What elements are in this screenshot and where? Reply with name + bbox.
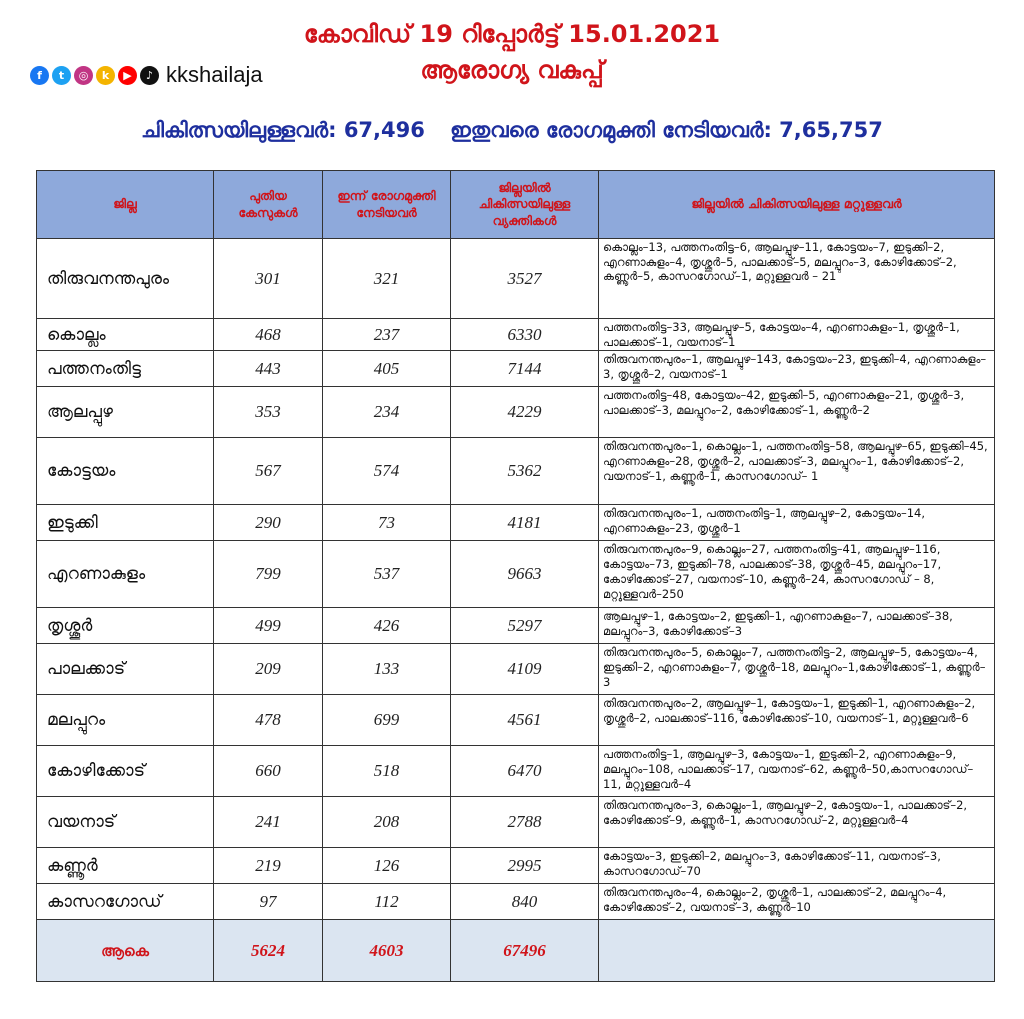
active-cell: 2788 xyxy=(451,797,599,848)
table-row xyxy=(37,239,995,319)
others-cell: തിരുവനന്തപുരം–1, ആലപ്പുഴ–143, കോട്ടയം–23, ഇടുക്കി–4, എറണാകുളം–3, തൃശ്ശൂർ–2, വയനാട്–1 xyxy=(599,351,995,387)
new-cases-cell: 799 xyxy=(214,541,323,608)
recovered-cell: 112 xyxy=(323,884,451,920)
table-row xyxy=(37,608,995,644)
table-row xyxy=(37,505,995,541)
others-cell: പത്തനംതിട്ട–33, ആലപ്പുഴ–5, കോട്ടയം–4, എറണാകുളം–1, തൃശ്ശൂർ–1, പാലക്കാട്–1, വയനാട്–1 xyxy=(599,319,995,351)
district-name: കാസറഗോഡ് xyxy=(37,884,214,920)
new-cases-cell: 468 xyxy=(214,319,323,351)
recovered-cell: 518 xyxy=(323,746,451,797)
active-cell: 840 xyxy=(451,884,599,920)
active-cell: 7144 xyxy=(451,351,599,387)
district-name: തൃശ്ശൂർ xyxy=(37,608,214,644)
report-title: കോവിഡ് 19 റിപ്പോർട്ട് 15.01.2021 xyxy=(303,20,721,48)
table-row xyxy=(37,351,995,387)
total-new-cases: 5624 xyxy=(214,920,323,982)
active-cell: 5297 xyxy=(451,608,599,644)
table-row xyxy=(37,848,995,884)
district-name: മലപ്പുറം xyxy=(37,695,214,746)
new-cases-cell: 209 xyxy=(214,644,323,695)
active-cell: 3527 xyxy=(451,239,599,319)
new-cases-cell: 478 xyxy=(214,695,323,746)
new-cases-cell: 443 xyxy=(214,351,323,387)
others-cell: കോട്ടയം–3, ഇടുക്കി–2, മലപ്പുറം–3, കോഴിക്കോട്–11, വയനാട്–3, കാസറഗോഡ്–70 xyxy=(599,848,995,884)
new-cases-cell: 499 xyxy=(214,608,323,644)
district-name: പാലക്കാട് xyxy=(37,644,214,695)
active-cell: 2995 xyxy=(451,848,599,884)
department-subtitle: ആരോഗ്യ വകുപ്പ് xyxy=(420,56,604,84)
facebook-icon[interactable]: f xyxy=(30,66,49,85)
district-name: തിരുവനന്തപുരം xyxy=(37,239,214,319)
table-row xyxy=(37,797,995,848)
new-cases-cell: 290 xyxy=(214,505,323,541)
others-cell: തിരുവനന്തപുരം–1, കൊല്ലം–1, പത്തനംതിട്ട–58, ആലപ്പുഴ–65, ഇടുക്കി–45, എറണാകുളം–28, തൃശ്ശൂർ–2, പാലക്കാട്–3, മലപ്പുറം–1, കോഴിക്കോട്–2, വയനാട്–1, കണ്ണൂർ–1, കാസറഗോഡ്– 1 xyxy=(599,438,995,505)
instagram-icon[interactable]: ◎ xyxy=(74,66,93,85)
district-name: കോട്ടയം xyxy=(37,438,214,505)
summary-line xyxy=(0,118,1024,143)
new-cases-cell: 660 xyxy=(214,746,323,797)
others-cell: ആലപ്പുഴ–1, കോട്ടയം–2, ഇടുക്കി–1, എറണാകുളം–7, പാലക്കാട്–38, മലപ്പുറം–3, കോഴിക്കോട്–3 xyxy=(599,608,995,644)
others-cell: തിരുവനന്തപുരം–2, ആലപ്പുഴ–1, കോട്ടയം–1, ഇടുക്കി–1, എറണാകുളം–2, തൃശ്ശൂർ–2, പാലക്കാട്–116, കോഴിക്കോട്–10, വയനാട്–1, മറ്റുള്ളവർ–6 xyxy=(599,695,995,746)
table-row xyxy=(37,438,995,505)
district-name: ആലപ്പുഴ xyxy=(37,387,214,438)
header-others: ജില്ലയിൽ ചികിത്സയിലുള്ള മറ്റുള്ളവർ xyxy=(599,171,995,239)
district-name: പത്തനംതിട്ട xyxy=(37,351,214,387)
recovered-cell: 208 xyxy=(323,797,451,848)
recovered-cell: 234 xyxy=(323,387,451,438)
table-row xyxy=(37,541,995,608)
active-cell: 4109 xyxy=(451,644,599,695)
recovered-cell: 73 xyxy=(323,505,451,541)
recovered-cell: 574 xyxy=(323,438,451,505)
recovered-cell: 133 xyxy=(323,644,451,695)
district-name: കൊല്ലം xyxy=(37,319,214,351)
recovered-cell: 321 xyxy=(323,239,451,319)
district-table xyxy=(36,170,995,982)
recovered-cell: 405 xyxy=(323,351,451,387)
recovered-cell: 237 xyxy=(323,319,451,351)
table-row xyxy=(37,884,995,920)
table-row xyxy=(37,695,995,746)
recovered-summary: ഇതുവരെ രോഗമുക്തി നേടിയവർ: 7,65,757 xyxy=(450,118,883,142)
total-recovered: 4603 xyxy=(323,920,451,982)
others-cell: തിരുവനന്തപുരം–3, കൊല്ലം–1, ആലപ്പുഴ–2, കോട്ടയം–1, പാലക്കാട്–2, കോഴിക്കോട്–9, കണ്ണൂർ–1, കാസറഗോഡ്–2, മറ്റുള്ളവർ–4 xyxy=(599,797,995,848)
active-cell: 4181 xyxy=(451,505,599,541)
others-cell: തിരുവനന്തപുരം–4, കൊല്ലം–2, തൃശ്ശൂർ–1, പാലക്കാട്–2, മലപ്പുറം–4, കോഴിക്കോട്–2, വയനാട്–3, കണ്ണൂർ–10 xyxy=(599,884,995,920)
new-cases-cell: 301 xyxy=(214,239,323,319)
new-cases-cell: 353 xyxy=(214,387,323,438)
district-name: കണ്ണൂർ xyxy=(37,848,214,884)
header-recovered: ഇന്ന് രോഗമുക്തി നേടിയവർ xyxy=(323,171,451,239)
new-cases-cell: 241 xyxy=(214,797,323,848)
district-name: ഇടുക്കി xyxy=(37,505,214,541)
active-cell: 4561 xyxy=(451,695,599,746)
recovered-cell: 537 xyxy=(323,541,451,608)
district-name: എറണാകുളം xyxy=(37,541,214,608)
header-district: ജില്ല xyxy=(37,171,214,239)
social-handle: kkshailaja xyxy=(166,62,263,87)
table-row xyxy=(37,644,995,695)
header-new-cases: പുതിയ കേസുകൾ xyxy=(214,171,323,239)
recovered-cell: 699 xyxy=(323,695,451,746)
others-cell: കൊല്ലം–13, പത്തനംതിട്ട–6, ആലപ്പുഴ–11, കോട്ടയം–7, ഇടുക്കി–2, എറണാകുളം–4, തൃശ്ശൂർ–5, പാലക്കാട്–5, മലപ്പുറം–3, കോഴിക്കോട്–2, കണ്ണൂർ–5, കാസറഗോഡ്–1, മറ്റുള്ളവർ – 21 xyxy=(599,239,995,319)
total-others xyxy=(599,920,995,982)
total-active: 67496 xyxy=(451,920,599,982)
others-cell: തിരുവനന്തപുരം–5, കൊല്ലം–7, പത്തനംതിട്ട–2, ആലപ്പുഴ–5, കോട്ടയം–4, ഇടുക്കി–2, എറണാകുളം–7, തൃശ്ശൂർ–18, മലപ്പുറം–1,കോഴിക്കോട്–1, കണ്ണൂർ–3 xyxy=(599,644,995,695)
header-active: ജില്ലയിൽ ചികിത്സയിലുള്ള വ്യക്തികൾ xyxy=(451,171,599,239)
new-cases-cell: 219 xyxy=(214,848,323,884)
twitter-icon[interactable]: t xyxy=(52,66,71,85)
new-cases-cell: 567 xyxy=(214,438,323,505)
tiktok-icon[interactable]: ♪ xyxy=(140,66,159,85)
table-row xyxy=(37,387,995,438)
active-cell: 6330 xyxy=(451,319,599,351)
others-cell: തിരുവനന്തപുരം–1, പത്തനംതിട്ട–1, ആലപ്പുഴ–2, കോട്ടയം–14, എറണാകുളം–23, തൃശ്ശൂർ–1 xyxy=(599,505,995,541)
recovered-cell: 426 xyxy=(323,608,451,644)
district-name: കോഴിക്കോട് xyxy=(37,746,214,797)
others-cell: പത്തനംതിട്ട–48, കോട്ടയം–42, ഇടുക്കി–5, എറണാകുളം–21, തൃശ്ശൂർ–3, പാലക്കാട്–3, മലപ്പുറം–2, കോഴിക്കോട്–1, കണ്ണൂർ–2 xyxy=(599,387,995,438)
active-cell: 9663 xyxy=(451,541,599,608)
new-cases-cell: 97 xyxy=(214,884,323,920)
koo-icon[interactable]: k xyxy=(96,66,115,85)
total-row xyxy=(37,920,995,982)
others-cell: പത്തനംതിട്ട–1, ആലപ്പുഴ–3, കോട്ടയം–1, ഇടുക്കി–2, എറണാകുളം–9, മലപ്പുറം–108, പാലക്കാട്–17, വയനാട്–62, കണ്ണൂർ–50,കാസറഗോഡ്–11, മറ്റുള്ളവർ–4 xyxy=(599,746,995,797)
table-header-row xyxy=(37,171,995,239)
recovered-cell: 126 xyxy=(323,848,451,884)
youtube-icon[interactable]: ▶ xyxy=(118,66,137,85)
district-name: വയനാട് xyxy=(37,797,214,848)
active-cell: 5362 xyxy=(451,438,599,505)
table-row xyxy=(37,746,995,797)
total-label: ആകെ xyxy=(37,920,214,982)
active-cell: 6470 xyxy=(451,746,599,797)
active-cases-summary: ചികിത്സയിലുള്ളവർ: 67,496 xyxy=(141,118,425,142)
active-cell: 4229 xyxy=(451,387,599,438)
others-cell: തിരുവനന്തപുരം–9, കൊല്ലം–27, പത്തനംതിട്ട–41, ആലപ്പുഴ–116, കോട്ടയം–73, ഇടുക്കി–78, പാലക്കാട്–38, തൃശ്ശൂർ–45, മലപ്പുറം–17, കോഴിക്കോട്–27, വയനാട്–10, കണ്ണൂർ–24, കാസറഗോഡ് – 8, മറ്റുള്ളവർ–250 xyxy=(599,541,995,608)
social-links xyxy=(30,62,263,88)
table-row xyxy=(37,319,995,351)
